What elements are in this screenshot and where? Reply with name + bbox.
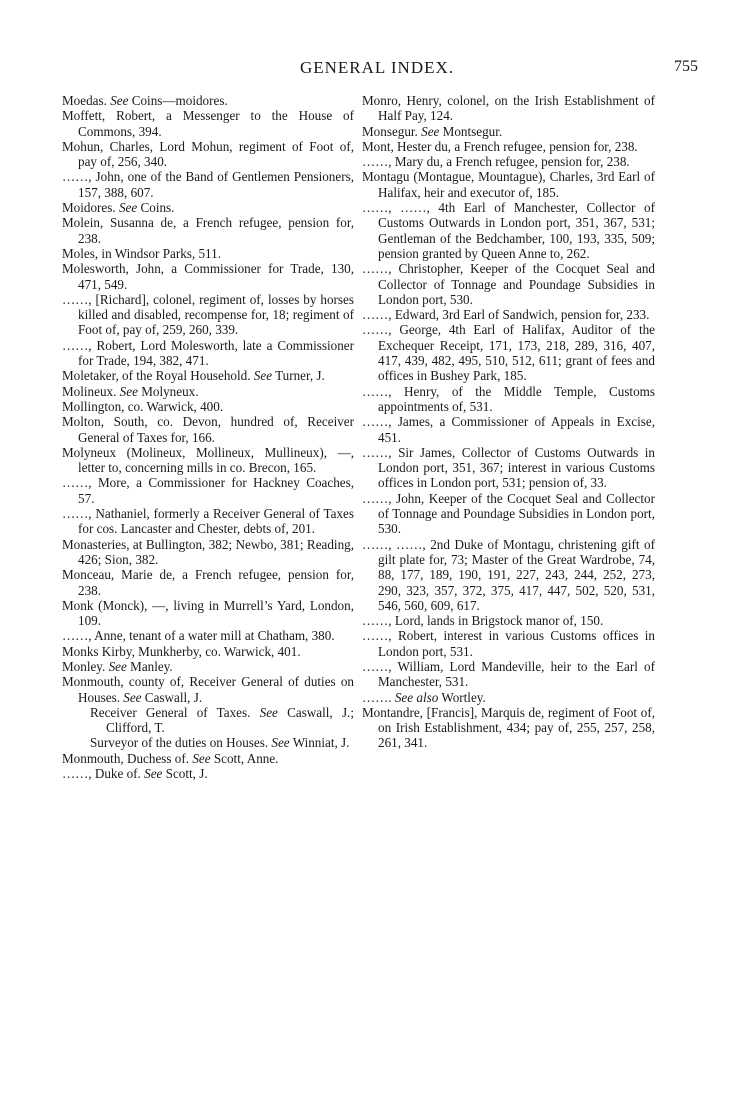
entry-text: ……, Christopher, Keeper of the Cocquet Seal and Collector of Tonnage and Poundage Subsidies in London port, 530. [362,261,655,307]
entry-text: Molein, Susanna de, a French refugee, pension for, 238. [62,215,354,246]
entry-text: Monro, Henry, colonel, on the Irish Establishment of Half Pay, 124. [362,93,655,124]
index-entry [362,154,655,169]
entry-text: Monmouth, county of, Receiver General of duties on Houses. [62,674,354,705]
page-number: 755 [674,58,698,75]
entry-text: Monasteries, at Bullington, 382; Newbo, 381; Reading, 426; Sion, 382. [62,536,354,567]
entry-text: ……, Sir James, Collector of Customs Outwards in London port, 351, 367; interest in various Customs offices in London port, 531; pension of, 33. [362,444,655,491]
index-entry [62,414,354,445]
index-entry [362,659,655,690]
entry-text: Monley. [62,658,109,674]
entry-text: Moidores. [62,200,119,216]
entry-text: ……, More, a Commissioner for Hackney Coaches, 57. [62,475,354,506]
entry-text: Turner, J. [272,368,325,384]
index-subentry [62,735,354,750]
index-entry [62,338,354,369]
index-entry [62,93,354,108]
entry-text: See [421,123,440,139]
entry-text: See [123,689,142,705]
entry-text: Moles, in Windsor Parks, 511. [62,245,221,261]
entry-text: Montsegur. [439,123,503,139]
index-entry [362,384,655,415]
entry-text: Caswall, J. [141,689,203,705]
entry-text: Monmouth, Duchess of. [62,750,193,766]
entry-text: Surveyor of the duties on Houses. [90,735,272,751]
index-entry [62,108,354,139]
index-entry [62,139,354,170]
entry-text: Scott, Anne. [210,750,279,766]
index-entry [362,613,655,628]
index-entry [62,200,354,215]
entry-text: Molineux. [62,383,120,399]
entry-text: Moffett, Robert, a Messenger to the House of Commons, 394. [62,108,354,139]
index-entry [362,445,655,491]
running-title: GENERAL INDEX. [299,58,455,77]
entry-text: ……, George, 4th Earl of Halifax, Auditor of the Exchequer Receipt, 171, 173, 218, 289, 316, 407, 417, 439, 482, 495, 510, 512, 611; grant of fees and offices in Bushey Park, 185. [362,322,655,384]
entry-text: Montagu (Montague, Mountague), Charles, 3rd Earl of Halifax, heir and executor of, 185. [362,169,655,200]
index-entry [62,445,354,476]
entry-text: Molton, South, co. Devon, hundred of, Receiver General of Taxes for, 166. [62,414,354,445]
index-entry [362,307,655,322]
entry-text: ……, Lord, lands in Brigstock manor of, 150. [362,613,604,629]
entry-text: Mohun, Charles, Lord Mohun, regiment of Foot of, pay of, 256, 340. [62,138,354,170]
entry-text: Coins—moidores. [128,93,228,108]
index-entry [62,628,354,643]
entry-text: See [253,368,273,384]
index-entry [362,491,655,537]
entry-text: ……. [362,689,395,705]
index-entry [62,246,354,261]
index-entry [362,139,655,154]
index-entry [62,674,354,705]
index-column-left [62,93,354,781]
entry-text: See [119,383,138,399]
index-entry [362,322,655,383]
entry-text: Coins. [137,200,175,216]
entry-text: Mont, Hester du, a French refugee, pension for, 238. [362,138,638,154]
index-column-right [362,93,655,751]
entry-text: Wortley. [438,689,486,705]
entry-text: Winniat, J. [289,735,350,751]
index-entry [62,506,354,537]
entry-text: Molyneux (Molineux, Mollineux, Mullineux), —, letter to, concerning mills in co. Brecon, 165. [62,444,354,476]
page-header [0,58,754,82]
index-entry [362,261,655,307]
index-entry [62,368,354,383]
entry-text: ……, Anne, tenant of a water mill at Chatham, 380. [62,628,335,644]
index-entry [62,399,354,414]
entry-text: ……, ……, 2nd Duke of Montagu, christening gift of gilt plate for, 73; Master of the Great Wardrobe, 74, 88, 177, 189, 190, 191, 227, 243, 244, 252, 273, 290, 323, 357, 372, 375, 417, 447, 502, 520, 531, 546, 560, 609, 617. [362,536,655,613]
entry-text: Receiver General of Taxes. [90,704,260,720]
entry-text: See [108,658,127,674]
entry-text: ……, Duke of. [62,766,145,782]
index-entry [62,598,354,629]
index-entry [362,93,655,124]
index-subentry [62,705,354,736]
index-entry [62,644,354,659]
index-entry [62,169,354,200]
entry-text: Caswall, J.; Clifford, T. [106,704,354,736]
index-entry [362,705,655,751]
entry-text: ……, William, Lord Mandeville, heir to the Earl of Manchester, 531. [362,658,655,690]
entry-text: Manley. [126,658,173,674]
index-entry [62,567,354,598]
entry-text: ……, Robert, interest in various Customs offices in London port, 531. [362,628,655,659]
entry-text: Molyneux. [137,383,199,399]
entry-text: ……, Edward, 3rd Earl of Sandwich, pension for, 233. [362,307,650,323]
index-entry [362,124,655,139]
entry-text: ……, Robert, Lord Molesworth, late a Commissioner for Trade, 194, 382, 471. [62,337,354,369]
entry-text: ……, [Richard], colonel, regiment of, losses by horses killed and disabled, recompense for, 18; regiment of Foot of, pay of, 259, 260, 339. [62,291,354,338]
index-entry [62,766,354,781]
index-entry [62,261,354,292]
entry-text: See [259,704,278,720]
entry-text: ……, Nathaniel, formerly a Receiver General of Taxes for cos. Lancaster and Chester, debts of, 201. [62,506,354,537]
entry-text: See [110,93,129,108]
entry-text: See [271,735,290,751]
index-entry [62,384,354,399]
entry-text: See [144,766,163,782]
entry-text: Moedas. [62,93,111,108]
entry-text: See [192,750,211,766]
entry-text: ……, James, a Commissioner of Appeals in Excise, 451. [362,414,655,445]
index-entry [362,537,655,613]
entry-text: Moletaker, of the Royal Household. [62,368,254,384]
entry-text: ……, ……, 4th Earl of Manchester, Collector of Customs Outwards in London port, 351, 367, 531; Gentleman of the Bedchamber, 100, 193, 335, 509; pension granted by Queen Anne to, 262. [362,200,655,261]
index-entry [62,215,354,246]
entry-text: Scott, J. [162,766,208,782]
entry-text: Molesworth, John, a Commissioner for Trade, 130, 471, 549. [62,261,354,292]
index-entry [62,659,354,674]
entry-text: See also [394,689,439,705]
index-entry [362,169,655,200]
index-entry [362,200,655,261]
index-entry [62,292,354,338]
entry-text: ……, John, one of the Band of Gentlemen Pensioners, 157, 388, 607. [62,169,354,200]
entry-text: Montandre, [Francis], Marquis de, regiment of Foot of, on Irish Establishment, 434; pay of, 255, 257, 258, 261, 341. [362,704,655,751]
index-entry [62,751,354,766]
entry-text: Monks Kirby, Munkherby, co. Warwick, 401. [62,643,301,659]
index-entry [62,475,354,506]
index-entry [362,414,655,445]
entry-text: ……, John, Keeper of the Cocquet Seal and Collector of Tonnage and Poundage Subsidies in London port, 530. [362,490,655,537]
index-entry [362,690,655,705]
entry-text: See [118,200,138,216]
entry-text: ……, Mary du, a French refugee, pension for, 238. [362,154,630,170]
entry-text: Monceau, Marie de, a French refugee, pension for, 238. [62,567,354,598]
index-entry [62,537,354,568]
entry-text: ……, Henry, of the Middle Temple, Customs appointments of, 531. [362,383,655,414]
entry-text: Monk (Monck), —, living in Murrell’s Yard, London, 109. [62,597,354,629]
index-entry [362,628,655,659]
entry-text: Monsegur. [362,123,422,139]
entry-text: Mollington, co. Warwick, 400. [62,398,224,414]
